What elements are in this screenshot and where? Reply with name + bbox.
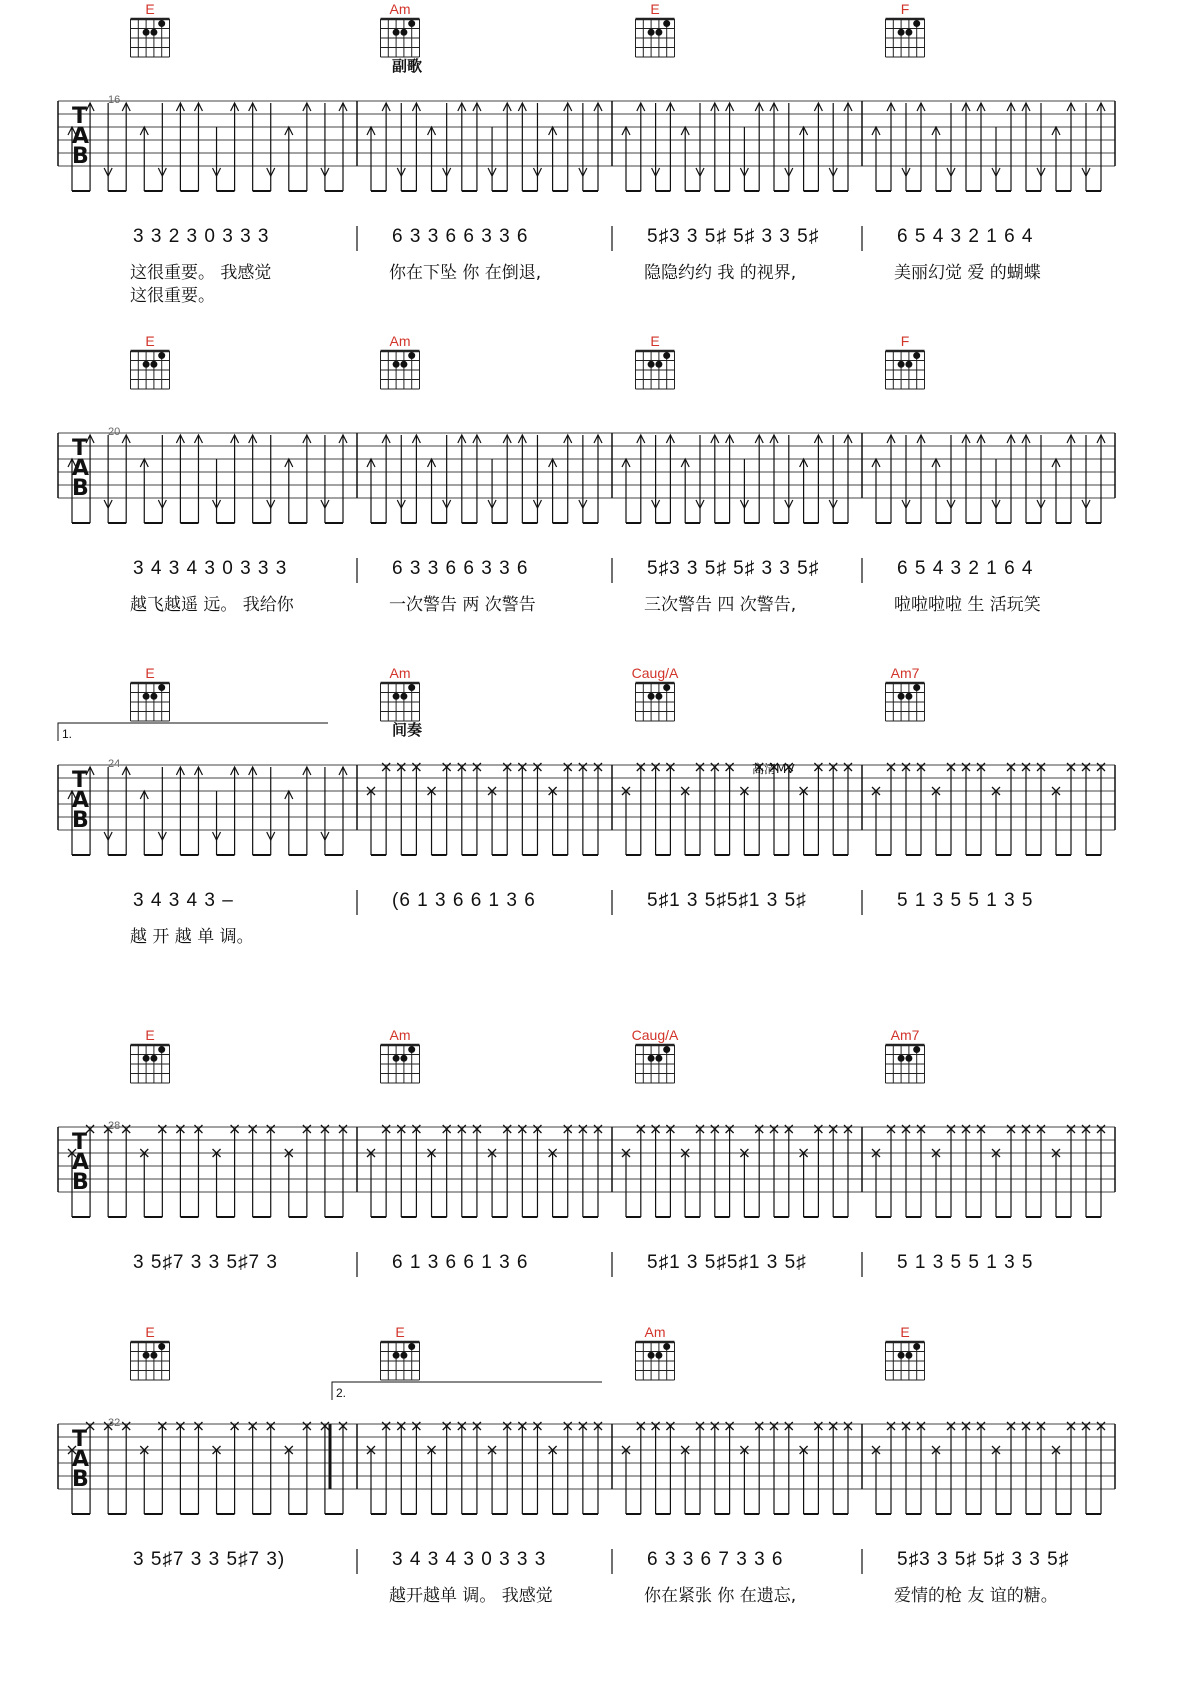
numbered-notation: 6 5 4 3 2 1 6 4	[897, 558, 1034, 579]
chord-diagram	[886, 19, 925, 57]
lyric-line: 爱情的枪 友 谊的糖。	[894, 1586, 1058, 1606]
chord-name: Caug/A	[631, 665, 679, 681]
chord-diagram	[636, 19, 675, 57]
chord-name: E	[900, 1324, 910, 1340]
measure-number: 16	[108, 94, 121, 106]
measure-number: 32	[108, 1417, 121, 1429]
chord-name: E	[650, 333, 660, 349]
chord-diagram	[381, 351, 420, 389]
chord-name: Am	[389, 333, 411, 349]
chord-diagram	[131, 1045, 170, 1083]
volta-bracket	[58, 723, 328, 741]
volta-label: 2.	[336, 1386, 347, 1400]
tab-letter: A	[72, 1447, 90, 1472]
numbered-notation: 5 1 3 5 5 1 3 5	[897, 1252, 1034, 1273]
numbered-notation: 3 5♯7 3 3 5♯7 3)	[133, 1549, 286, 1570]
tab-letter: B	[72, 1170, 89, 1195]
numbered-notation: (6 1 3 6 6 1 3 6	[392, 890, 536, 911]
chord-diagram	[636, 1045, 675, 1083]
chord-name: E	[145, 333, 155, 349]
chord-diagram	[886, 683, 925, 721]
numbered-notation: 3 4 3 4 3 –	[133, 890, 234, 911]
chord-name: Am	[389, 665, 411, 681]
tab-letter: A	[72, 456, 90, 481]
numbered-notation: 6 3 3 6 7 3 3 6	[647, 1549, 784, 1570]
lyric-line: 美丽幻觉 爱 的蝴蝶	[894, 263, 1041, 283]
chord-name: Am	[644, 1324, 666, 1340]
section-label: 副歌	[392, 57, 423, 75]
numbered-notation: 5♯1 3 5♯5♯1 3 5♯	[647, 1252, 807, 1273]
tab-letter: T	[72, 768, 88, 793]
volta-label: 1.	[62, 727, 73, 741]
numbered-notation: 6 1 3 6 6 1 3 6	[392, 1252, 529, 1273]
chord-name: E	[145, 665, 155, 681]
numbered-notation: 3 3 2 3 0 3 3 3	[133, 226, 270, 247]
chord-diagram	[636, 683, 675, 721]
chord-name: F	[900, 1, 910, 17]
tab-letter: B	[72, 476, 89, 501]
tab-letter: B	[72, 144, 89, 169]
chord-name: E	[145, 1, 155, 17]
lyric-line: 你在下坠 你 在倒退,	[389, 263, 542, 283]
lyric-line: 一次警告 两 次警告	[389, 595, 536, 615]
tab-letter: A	[72, 1150, 90, 1175]
chord-diagram	[381, 19, 420, 57]
section-label: 间奏	[392, 721, 423, 739]
numbered-notation: 5♯3 3 5♯ 5♯ 3 3 5♯	[647, 558, 820, 579]
watermark-text: 高清MV	[752, 762, 795, 776]
chord-name: E	[395, 1324, 405, 1340]
numbered-notation: 6 3 3 6 6 3 3 6	[392, 226, 529, 247]
tab-letter: T	[72, 436, 88, 461]
chord-name: Am	[389, 1027, 411, 1043]
numbered-notation: 3 5♯7 3 3 5♯7 3	[133, 1252, 278, 1273]
volta-bracket	[332, 1382, 602, 1400]
lyric-line: 越飞越遥 远。 我给你	[130, 595, 294, 615]
lyric-line: 这很重要。 我感觉	[130, 263, 272, 283]
numbered-notation: 6 5 4 3 2 1 6 4	[897, 226, 1034, 247]
lyric-line: 啦啦啦啦 生 活玩笑	[894, 595, 1041, 615]
tab-letter: B	[72, 1467, 89, 1492]
chord-name: Caug/A	[631, 1027, 679, 1043]
chord-name: F	[900, 333, 910, 349]
tab-letter: A	[72, 788, 90, 813]
lyric-line: 三次警告 四 次警告,	[644, 595, 797, 615]
chord-diagram	[636, 351, 675, 389]
numbered-notation: 3 4 3 4 3 0 3 3 3	[392, 1549, 547, 1570]
chord-name: Am7	[890, 1027, 920, 1043]
chord-diagram	[636, 1342, 675, 1380]
lyric-line: 越开越单 调。 我感觉	[389, 1586, 553, 1606]
numbered-notation: 3 4 3 4 3 0 3 3 3	[133, 558, 288, 579]
numbered-notation: 5♯3 3 5♯ 5♯ 3 3 5♯	[647, 226, 820, 247]
tab-letter: B	[72, 808, 89, 833]
tab-letter: A	[72, 124, 90, 149]
numbered-notation: 6 3 3 6 6 3 3 6	[392, 558, 529, 579]
chord-diagram	[886, 1045, 925, 1083]
lyric-line: 越 开 越 单 调。	[130, 927, 254, 947]
chord-diagram	[131, 19, 170, 57]
measure-number: 20	[108, 426, 121, 438]
lyric-line: 这很重要。	[130, 286, 215, 306]
numbered-notation: 5♯3 3 5♯ 5♯ 3 3 5♯	[897, 1549, 1070, 1570]
chord-diagram	[381, 1342, 420, 1380]
chord-diagram	[886, 351, 925, 389]
chord-diagram	[886, 1342, 925, 1380]
lyric-line: 你在紧张 你 在遗忘,	[644, 1586, 797, 1606]
chord-name: E	[145, 1027, 155, 1043]
chord-diagram	[381, 1045, 420, 1083]
measure-number: 24	[108, 758, 121, 770]
chord-diagram	[381, 683, 420, 721]
numbered-notation: 5♯1 3 5♯5♯1 3 5♯	[647, 890, 807, 911]
tab-letter: T	[72, 1427, 88, 1452]
tab-letter: T	[72, 1130, 88, 1155]
measure-number: 28	[108, 1120, 121, 1132]
lyric-line: 隐隐约约 我 的视界,	[644, 263, 797, 283]
numbered-notation: 5 1 3 5 5 1 3 5	[897, 890, 1034, 911]
chord-diagram	[131, 683, 170, 721]
chord-name: Am7	[890, 665, 920, 681]
chord-name: E	[145, 1324, 155, 1340]
chord-name: E	[650, 1, 660, 17]
tab-letter: T	[72, 104, 88, 129]
chord-diagram	[131, 351, 170, 389]
chord-diagram	[131, 1342, 170, 1380]
chord-name: Am	[389, 1, 411, 17]
